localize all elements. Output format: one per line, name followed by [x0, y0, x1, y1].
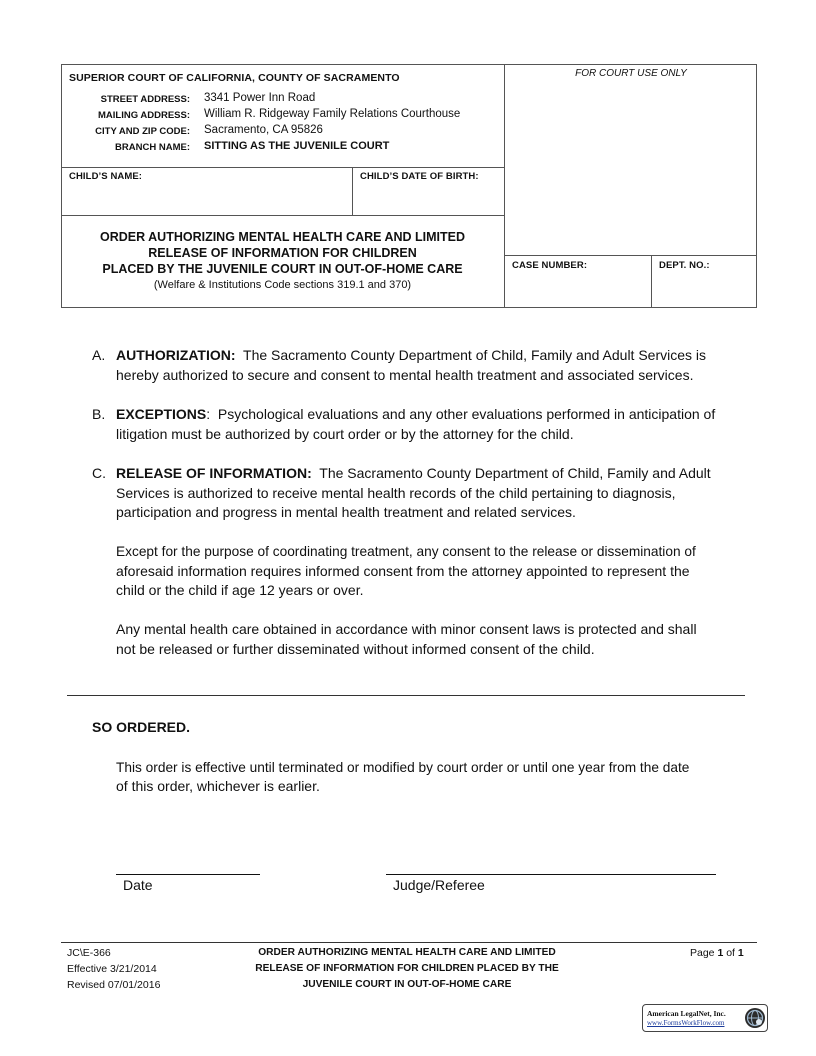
section-a-line-1 [116, 346, 706, 366]
branch-name-value: SITTING AS THE JUVENILE COURT [204, 140, 390, 152]
globe-icon [744, 1007, 766, 1029]
footer-revised-date: Revised 07/01/2016 [67, 979, 161, 991]
for-court-use-label: FOR COURT USE ONLY [575, 68, 687, 79]
section-b-line-2: litigation must be authorized by court order or by the attorney for the child. [116, 426, 574, 442]
section-separator [67, 695, 745, 696]
section-a-line-2: hereby authorized to secure and consent to mental health treatment and associated services. [116, 367, 694, 383]
consent-paragraph-line-3: child or the child if age 12 years or over. [116, 582, 364, 598]
form-title-line-2: RELEASE OF INFORMATION FOR CHILDREN [148, 246, 417, 260]
case-number-label: CASE NUMBER: [512, 260, 588, 271]
order-text-line-2: of this order, whichever is earlier. [116, 778, 320, 794]
mailing-address-value: William R. Ridgeway Family Relations Courthouse [204, 108, 461, 120]
dept-divider [651, 255, 652, 308]
minor-consent-paragraph-line-2: not be released or further disseminated without informed consent of the child. [116, 641, 595, 657]
section-a-text-1: The Sacramento County Department of Child, Family and Adult Services is [243, 347, 707, 363]
minor-consent-paragraph-line-1: Any mental health care obtained in accordance with minor consent laws is protected and shall [116, 621, 697, 637]
page-current: 1 [717, 947, 724, 959]
section-b-text-1: : Psychological evaluations and any other evaluations performed in anticipation of [206, 406, 716, 422]
vendor-logo-url: www.FormsWorkFlow.com [647, 1019, 725, 1027]
section-b-letter: B. [92, 406, 106, 422]
footer-title-line-1: ORDER AUTHORIZING MENTAL HEALTH CARE AND LIMITED [258, 947, 556, 958]
judge-signature-line[interactable] [386, 874, 716, 875]
section-c-line-3: participation and progress in mental health treatment and related services. [116, 504, 576, 520]
section-a-letter: A. [92, 347, 106, 363]
form-title-line-1: ORDER AUTHORIZING MENTAL HEALTH CARE AND LIMITED [99, 230, 466, 244]
judge-referee-label: Judge/Referee [393, 877, 485, 893]
header-column-divider [504, 64, 505, 308]
section-b-line-1 [116, 405, 715, 425]
footer-rule [61, 942, 757, 943]
form-title-line-3: PLACED BY THE JUVENILE COURT IN OUT-OF-HOME CARE [102, 262, 463, 276]
so-ordered-heading: SO ORDERED. [92, 719, 191, 735]
section-c-letter: C. [92, 465, 106, 481]
child-name-label: CHILD’S NAME: [69, 171, 143, 182]
section-c-text-1: The Sacramento County Department of Child, Family and Adult [319, 465, 711, 481]
dept-no-label: DEPT. NO.: [659, 260, 710, 271]
section-c-line-2: Services is authorized to receive mental health records of the child pertaining to diagnosis, [116, 485, 676, 501]
footer-form-number: JC\E-366 [67, 947, 111, 959]
section-b-heading: EXCEPTIONS [116, 406, 207, 422]
section-c-heading: RELEASE OF INFORMATION: [116, 465, 312, 481]
consent-paragraph-line-2: aforesaid information requires informed consent from the attorney appointed to represent the [116, 563, 690, 579]
form-subtitle: (Welfare & Institutions Code sections 319.1 and 370) [153, 279, 412, 291]
date-label: Date [123, 877, 153, 893]
court-name: SUPERIOR COURT OF CALIFORNIA, COUNTY OF SACRAMENTO [69, 72, 400, 84]
page-total: 1 [737, 947, 744, 959]
branch-name-label: BRANCH NAME: [115, 142, 190, 153]
child-name-divider [352, 167, 353, 215]
vendor-logo-name: American LegalNet, Inc. [647, 1009, 726, 1018]
child-dob-label: CHILD’S DATE OF BIRTH: [360, 171, 479, 182]
street-address-label: STREET ADDRESS: [100, 94, 190, 105]
section-c-line-1 [116, 464, 711, 484]
city-zip-value: Sacramento, CA 95826 [204, 124, 323, 136]
footer-page-number [690, 945, 744, 961]
vendor-logo[interactable] [642, 1004, 768, 1032]
footer-effective-date: Effective 3/21/2014 [67, 963, 157, 975]
header-row-divider-2 [61, 215, 504, 216]
city-zip-label: CITY AND ZIP CODE: [95, 126, 190, 137]
section-a-heading: AUTHORIZATION: [116, 347, 236, 363]
case-number-divider [504, 255, 757, 256]
page-of: of [726, 947, 735, 959]
mailing-address-label: MAILING ADDRESS: [97, 110, 190, 121]
footer-title-line-3: JUVENILE COURT IN OUT-OF-HOME CARE [302, 979, 512, 990]
street-address-value: 3341 Power Inn Road [204, 92, 316, 104]
header-row-divider-1 [61, 167, 504, 168]
page-prefix: Page [690, 947, 715, 959]
footer-title-line-2: RELEASE OF INFORMATION FOR CHILDREN PLACED BY THE [255, 963, 559, 974]
order-text-line-1: This order is effective until terminated or modified by court order or until one year from the date [116, 760, 690, 775]
consent-paragraph-line-1: Except for the purpose of coordinating treatment, any consent to the release or dissemination of [116, 544, 696, 559]
date-signature-line[interactable] [116, 874, 260, 875]
